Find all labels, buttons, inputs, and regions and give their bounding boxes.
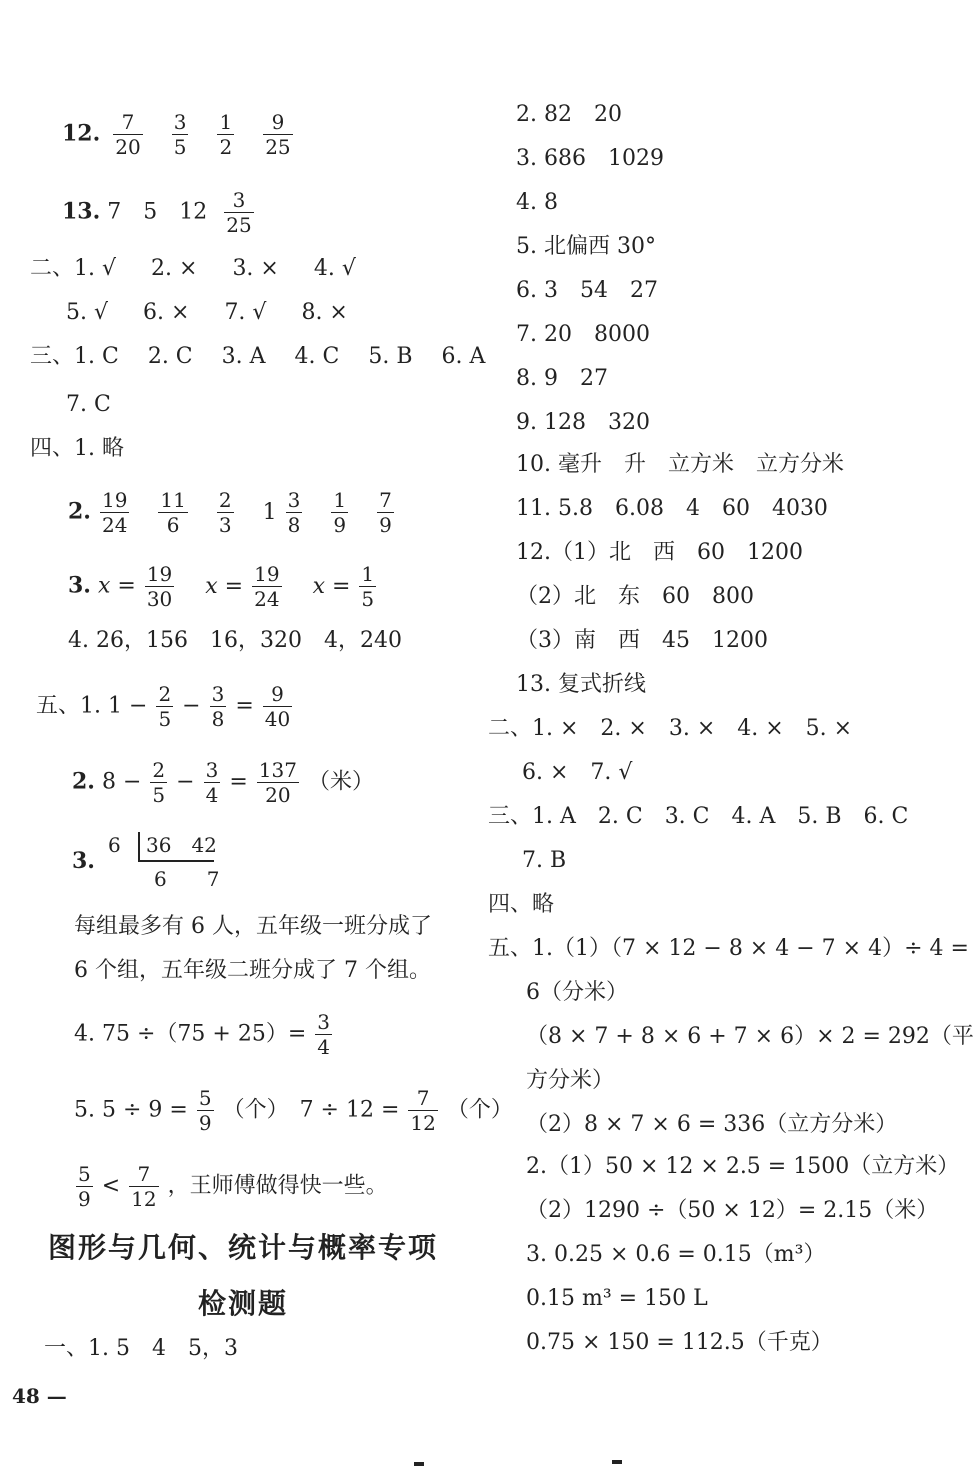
expr: （个） 7 ÷ 12 =: [222, 1097, 400, 1123]
q13-text: 7 5 12: [107, 199, 208, 225]
s3-row2: 7. C: [66, 392, 111, 417]
answer-line: 3. 0.25 × 0.6 = 0.15（m³）: [526, 1242, 826, 1267]
q-label: 五、1.: [36, 693, 101, 719]
fraction: $\frac{3}{8}$: [211, 682, 225, 731]
fraction: $\frac{3}{4}$: [205, 758, 219, 807]
answer-line: 3. 686 1029: [516, 146, 664, 171]
answer: 4. C: [294, 344, 340, 369]
q13-label: 13.: [62, 198, 101, 225]
q-label: 2.: [68, 498, 91, 525]
answer-line: 7. B: [522, 848, 567, 873]
fraction: $\frac{2}{3}$: [218, 488, 232, 537]
answer: 3. A: [221, 344, 266, 369]
answer-line: （2）8 × 7 × 6 = 336（立方分米）: [526, 1112, 898, 1137]
fraction: $\frac{5}{9}$: [78, 1162, 91, 1211]
division-bracket-horizontal: [138, 860, 214, 862]
operator: =: [235, 693, 254, 719]
fraction: $\frac{2}{5}$: [152, 758, 166, 807]
answer-line: 方分米）: [526, 1068, 615, 1093]
q12-label: 12.: [62, 120, 101, 147]
answer-line: 6（分米）: [526, 980, 628, 1005]
answer-line: 10. 毫升 升 立方米 立方分米: [516, 452, 844, 477]
expr: 1 −: [108, 693, 148, 719]
s3-row1: [30, 342, 485, 372]
fraction: $\frac{1}{2}$: [219, 110, 233, 159]
answer: 三、1. C: [30, 344, 119, 369]
expr: 4. 75 ÷（75 + 25）=: [74, 1021, 307, 1047]
mixed-whole: 1: [262, 499, 277, 525]
answer: 6. ×: [143, 300, 190, 325]
s5-q3-text1: 每组最多有 6 人，五年级一班分成了: [74, 914, 432, 939]
fraction: $\frac{19}{24}$: [101, 488, 128, 537]
answer-line: 三、1. A 2. C 3. C 4. A 5. B 6. C: [488, 804, 909, 829]
scan-mark: [414, 1462, 424, 1466]
s5-q3-text2: 6 个组，五年级二班分成了 7 个组。: [74, 958, 431, 983]
fraction: $\frac{11}{6}$: [160, 488, 186, 537]
fraction: $\frac{7}{9}$: [379, 488, 392, 537]
q-label: 3.: [72, 848, 95, 874]
operator: −: [182, 693, 201, 719]
fraction: $\frac{5}{9}$: [198, 1086, 212, 1135]
answer: 5. √: [66, 300, 109, 325]
fraction: $\frac{7}{12}$: [131, 1162, 157, 1211]
fraction: $\frac{3}{8}$: [287, 488, 301, 537]
q13-line: [62, 190, 256, 235]
answer: 8. ×: [301, 300, 348, 325]
s4-q2: [68, 490, 396, 535]
answer-line: （2）北 东 60 800: [516, 584, 754, 609]
q-label: 3.: [68, 572, 91, 599]
unit: （米）: [307, 769, 374, 795]
fraction: $\frac{9}{25}$: [265, 110, 291, 159]
answer-line: （2）1290 ÷（50 × 12）= 2.15（米）: [526, 1198, 939, 1223]
s5-q1: [36, 684, 294, 729]
section-title: 图形与几何、统计与概率专项: [48, 1231, 439, 1264]
s2-row2: [66, 298, 348, 328]
section-subtitle: 检测题: [198, 1287, 289, 1320]
page-number: 48 —: [12, 1384, 67, 1408]
operator: −: [176, 769, 195, 795]
answer: 2. ×: [151, 256, 198, 281]
answer: 6. A: [441, 344, 486, 369]
answer-line: 五、1.（1）（7 × 12 − 8 × 4 − 7 × 4）÷ 4 =: [488, 936, 969, 961]
answer-line: （8 × 7 + 8 × 6 + 7 × 6）× 2 = 292（平: [526, 1024, 974, 1049]
s4-q4: 4. 26，156 16，320 4，240: [68, 628, 402, 653]
operator: <: [101, 1173, 121, 1199]
fraction: $\frac{1}{9}$: [333, 488, 347, 537]
answer-line: 12.（1）北 西 60 1200: [516, 540, 803, 565]
s5-q5-compare: [74, 1164, 388, 1209]
answer-line: 13. 复式折线: [516, 672, 646, 697]
answer: 4. √: [313, 256, 356, 281]
answer: 二、1. √: [30, 256, 117, 281]
answer-line: （3）南 西 45 1200: [516, 628, 768, 653]
s1-q1: 一、1. 5 4 5，3: [44, 1336, 238, 1361]
fraction: $\frac{9}{40}$: [264, 682, 291, 731]
s2-row1: [30, 254, 356, 284]
var-x: x =: [97, 573, 136, 599]
fraction: $\frac{3}{4}$: [317, 1010, 330, 1059]
q-label: 2.: [72, 768, 95, 795]
answer-line: 6. 3 54 27: [516, 278, 658, 303]
s4-q3: [68, 564, 378, 609]
answer-line: 7. 20 8000: [516, 322, 650, 347]
answer-line: 二、1. × 2. × 3. × 4. × 5. ×: [488, 716, 853, 741]
s4-q1: 四、1. 略: [30, 436, 124, 461]
answer-line: 6. × 7. √: [522, 760, 633, 785]
fraction: $\frac{3}{5}$: [173, 110, 187, 159]
conclusion: ，王师傅做得快一些。: [167, 1173, 388, 1199]
fraction: $\frac{137}{20}$: [258, 758, 297, 807]
var-x: x =: [312, 573, 351, 599]
answer-line: 11. 5.8 6.08 4 60 4030: [516, 496, 828, 521]
fraction: $\frac{7}{20}$: [115, 110, 141, 159]
answer-line: 5. 北偏西 30°: [516, 234, 656, 259]
answer-line: 2.（1）50 × 12 × 2.5 = 1500（立方米）: [526, 1154, 960, 1179]
fraction: $\frac{19}{30}$: [146, 562, 173, 611]
q12-line: [62, 112, 295, 157]
expr: 8 −: [101, 769, 142, 795]
fraction: $\frac{3}{25}$: [226, 188, 252, 237]
answer-line: 0.75 × 150 = 112.5（千克）: [526, 1330, 833, 1355]
fraction: $\frac{1}{5}$: [361, 562, 375, 611]
divisor: 6: [108, 833, 121, 857]
dividends: 36 42: [146, 833, 217, 857]
answer-line: 2. 82 20: [516, 102, 622, 127]
division-bracket-vertical: [138, 832, 140, 860]
var-x: x =: [205, 573, 244, 599]
s5-q4: [74, 1012, 334, 1057]
answer-line: 9. 128 320: [516, 410, 650, 435]
s5-q5: [74, 1088, 513, 1133]
answer: 5. B: [368, 344, 413, 369]
answer-line: 0.15 m³ = 150 L: [526, 1286, 708, 1311]
s5-q2: [72, 760, 374, 805]
expr: 5. 5 ÷ 9 =: [74, 1097, 188, 1123]
scan-mark: [612, 1460, 622, 1464]
answer: 7. √: [224, 300, 267, 325]
short-division: [72, 830, 232, 894]
unit: （个）: [446, 1097, 513, 1123]
answer: 2. C: [147, 344, 193, 369]
operator: =: [229, 769, 248, 795]
answer: 3. ×: [232, 256, 279, 281]
answer-line: 四、略: [488, 892, 555, 917]
quotients: 6 7: [154, 867, 220, 891]
answer-line: 4. 8: [516, 190, 558, 215]
fraction: $\frac{2}{5}$: [158, 682, 172, 731]
fraction: $\frac{7}{12}$: [410, 1086, 436, 1135]
answer-line: 8. 9 27: [516, 366, 608, 391]
fraction: $\frac{19}{24}$: [254, 562, 280, 611]
